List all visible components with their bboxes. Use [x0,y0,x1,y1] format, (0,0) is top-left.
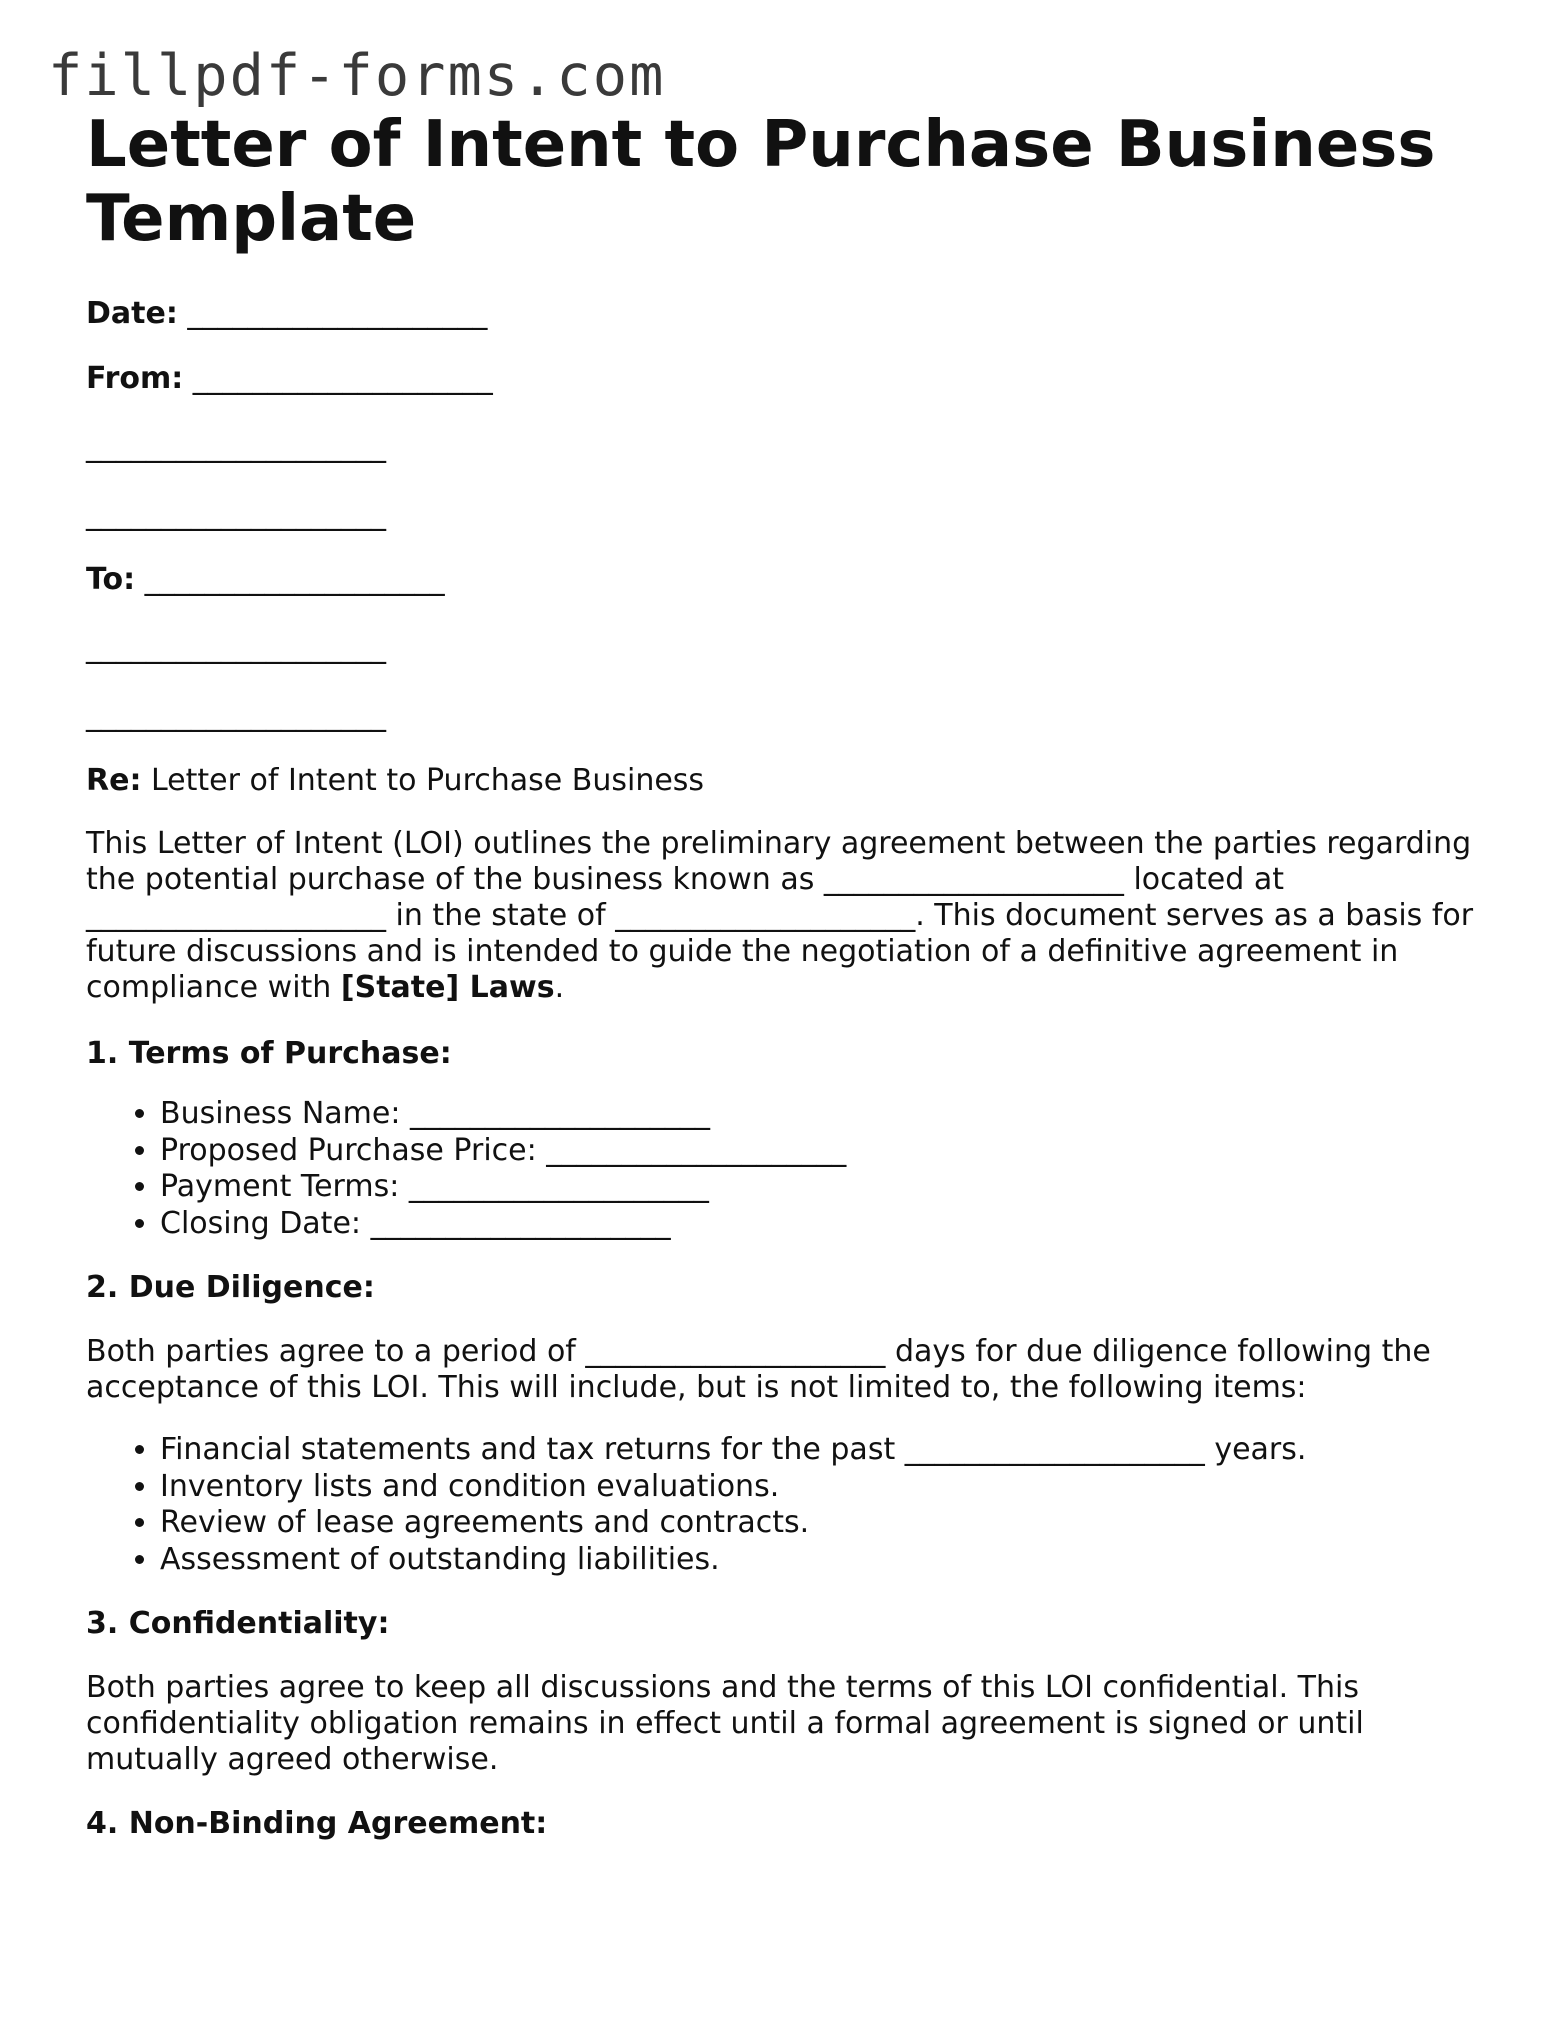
to-label: To: [86,562,136,597]
due-diligence-days-blank[interactable]: ____________________ [585,1334,886,1369]
list-item: • Review of lease agreements and contracts. [160,1505,1486,1542]
page-title: Letter of Intent to Purchase Business Template [86,108,1436,256]
watermark: fillpdf-forms.com [48,43,666,109]
business-known-as-blank[interactable]: ____________________ [823,862,1124,897]
years-text: years. [1214,1432,1307,1467]
financial-statements-text: Financial statements and tax returns for the past [160,1432,896,1467]
re-label: Re: [86,763,142,798]
section-4-heading: 4. Non-Binding Agreement: [86,1806,548,1841]
state-laws: [State] Laws [340,970,555,1005]
purchase-price-label: Proposed Purchase Price: [160,1132,537,1168]
list-item [160,1133,1486,1170]
intro-paragraph [86,826,1486,1006]
list-item [160,1206,1486,1243]
from-address-line-1[interactable]: ____________________ [86,429,386,464]
business-name-blank[interactable]: ____________________ [410,1096,710,1131]
to-address-line-2[interactable]: ____________________ [86,698,386,733]
from-blank[interactable]: ____________________ [192,361,493,396]
to-line [86,560,1486,600]
section-1-heading: 1. Terms of Purchase: [86,1036,452,1071]
closing-date-blank[interactable]: ____________________ [370,1205,671,1241]
to-blank[interactable]: ____________________ [144,562,445,597]
re-text: Letter of Intent to Purchase Business [151,763,705,798]
purchase-price-blank[interactable]: ____________________ [546,1132,847,1168]
document-page [86,108,1486,1844]
due-diligence-text-after: days for due diligence following the acceptance of this LOI. This will include, but is not limited to, the following items: [86,1334,1431,1405]
list-item [160,1169,1486,1206]
to-address-line-1[interactable]: ____________________ [86,630,386,665]
date-label: Date: [86,296,178,331]
list-item [160,1096,1486,1133]
list-item: • Inventory lists and condition evaluations. [160,1469,1486,1506]
years-blank[interactable]: ____________________ [904,1432,1205,1467]
location-blank[interactable]: ____________________ [86,898,386,933]
list-item: • Assessment of outstanding liabilities. [160,1542,1486,1579]
date-line [86,294,1486,334]
section-2-heading: 2. Due Diligence: [86,1270,375,1305]
closing-date-label: Closing Date: [160,1205,362,1241]
date-blank[interactable]: ____________________ [187,296,488,331]
list-item [160,1432,1486,1469]
from-label: From: [86,361,184,396]
re-line [86,761,1486,801]
intro-part1: This Letter of Intent (LOI) outlines the preliminary agreement between the parties regarding the potential purchase of the business known as [86,826,1472,897]
intro-part4: . This document serves as a basis for future discussions and is intended to guide the negotiation of a definitive agreement in compliance with [86,898,1474,1005]
payment-terms-label: Payment Terms: [160,1169,400,1204]
from-line [86,359,1486,399]
section-3-heading: 3. Confidentiality: [86,1606,390,1641]
intro-end: . [554,970,565,1005]
intro-part2: located at [1133,862,1284,897]
state-blank[interactable]: ____________________ [615,898,916,933]
payment-terms-blank[interactable]: ____________________ [408,1169,709,1204]
from-address-line-2[interactable]: ____________________ [86,497,386,532]
terms-list [86,1096,1486,1242]
business-name-label: Business Name: [160,1096,401,1131]
due-diligence-paragraph [86,1334,1486,1406]
due-diligence-list [86,1432,1486,1578]
confidentiality-paragraph: Both parties agree to keep all discussions and the terms of this LOI confidential. This confidentiality obligation remains in effect until a formal agreement is signed or until mutually agreed otherwise. [86,1670,1364,1777]
intro-part3: in the state of [395,898,606,933]
due-diligence-text-before: Both parties agree to a period of [86,1334,576,1369]
